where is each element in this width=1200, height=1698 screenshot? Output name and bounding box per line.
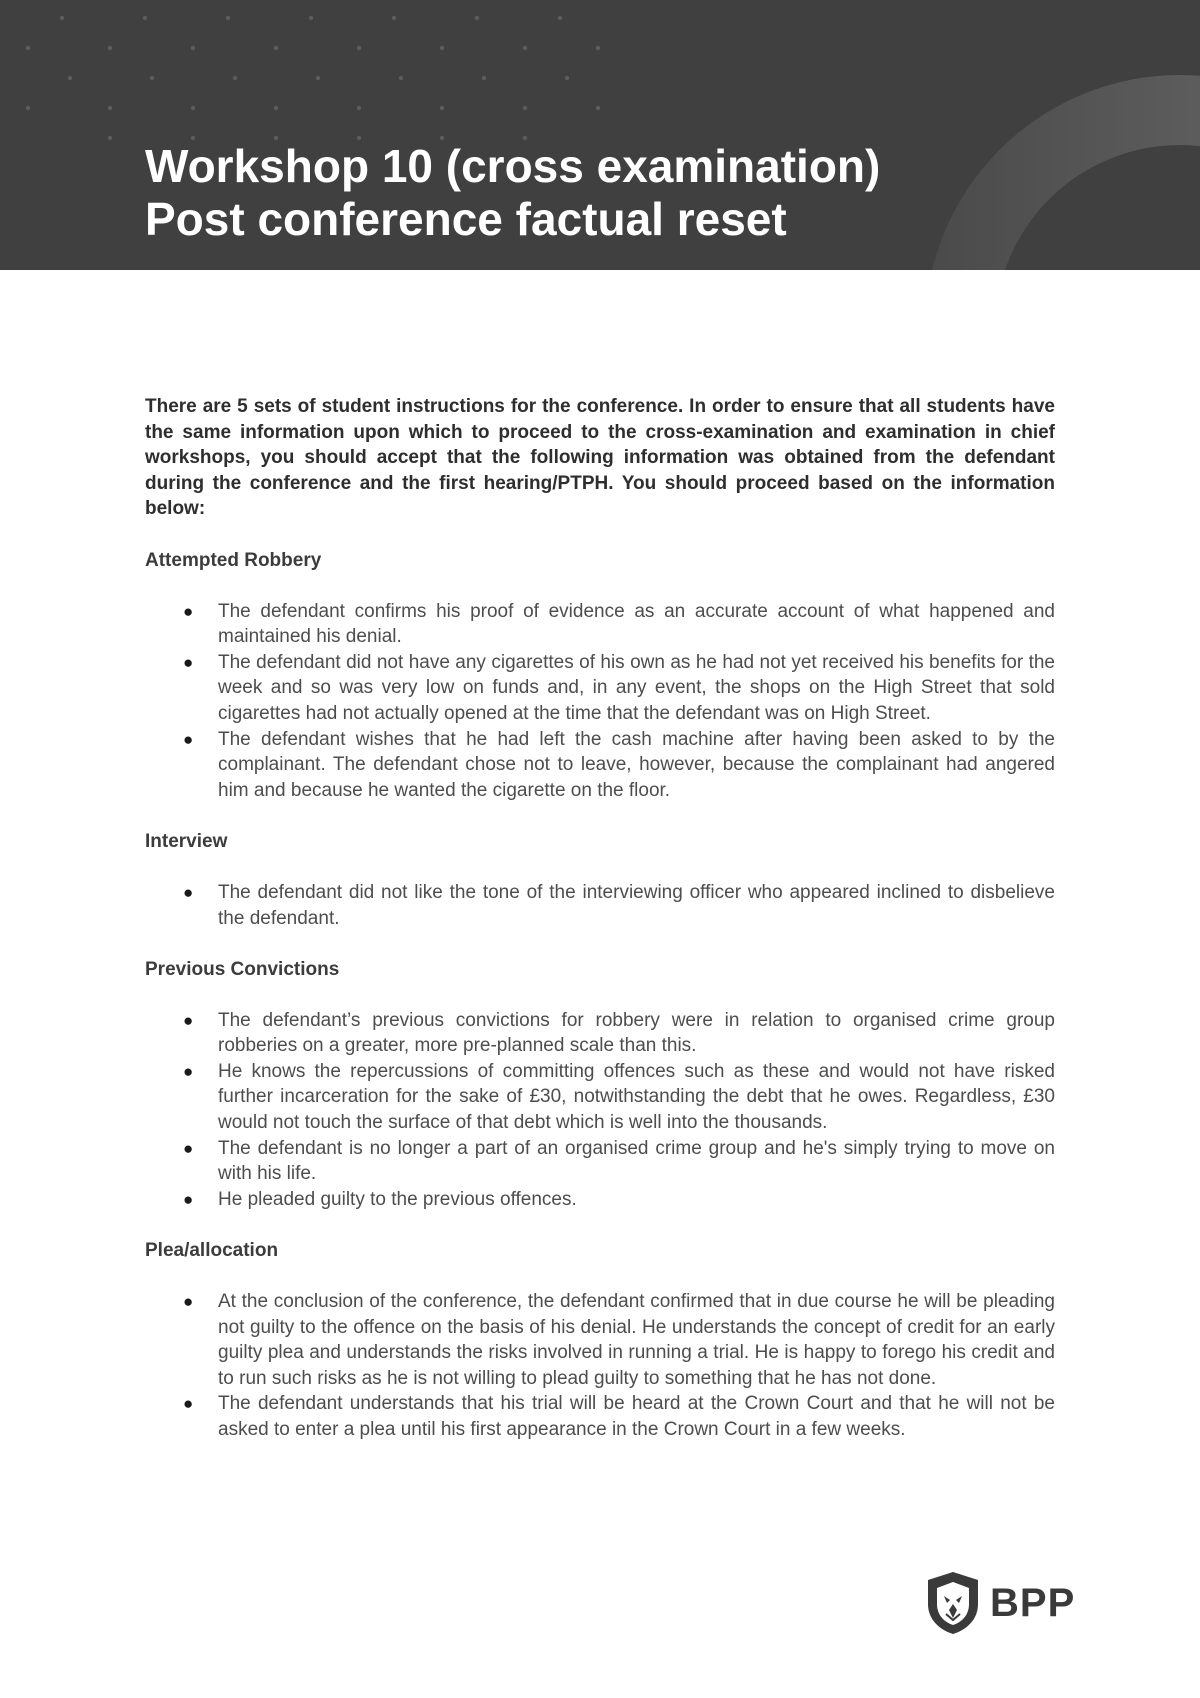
decor-dot (233, 76, 237, 80)
decor-dot (596, 46, 600, 50)
decor-dot (399, 76, 403, 80)
bullet-icon: ● (183, 882, 194, 902)
list-item-text: The defendant is no longer a part of an organised crime group and he's simply trying to move on with his life. (218, 1137, 1055, 1185)
decor-dot (108, 106, 112, 110)
list-item (145, 1008, 1055, 1059)
decor-dot (523, 46, 527, 50)
bullet-icon: ● (183, 1394, 194, 1414)
bpp-logo (922, 1568, 1076, 1640)
bullet-list (145, 1008, 1055, 1213)
title-line-2: Post conference factual reset (145, 193, 787, 245)
decor-dot (523, 106, 527, 110)
decor-dot (68, 76, 72, 80)
bullet-icon: ● (183, 601, 194, 621)
decor-dot (596, 106, 600, 110)
decor-dot (316, 76, 320, 80)
decor-dot (60, 16, 64, 20)
decor-dot (558, 16, 562, 20)
bullet-icon: ● (183, 1292, 194, 1312)
bullet-icon: ● (183, 1061, 194, 1081)
bullet-list (145, 599, 1055, 804)
list-item-text: The defendant did not like the tone of the interviewing officer who appeared inclined to disbelieve the defendant. (218, 881, 1055, 929)
list-item-text: The defendant’s previous convictions for robbery were in relation to organised crime group robberies on a greater, more pre-planned scale than this. (218, 1009, 1055, 1057)
decor-dot (150, 76, 154, 80)
page-title (145, 140, 880, 246)
header-banner (0, 0, 1200, 270)
document-body (145, 394, 1055, 1443)
list-item (145, 650, 1055, 727)
list-item (145, 1136, 1055, 1187)
decor-dot (357, 46, 361, 50)
section-heading: Attempted Robbery (145, 549, 322, 571)
list-item-text: The defendant wishes that he had left the cash machine after having been asked to by the complainant. The defendant chose not to leave, however, because the complainant had angered him and because he wanted the cigarette on the floor. (218, 728, 1055, 801)
list-item (145, 727, 1055, 804)
title-line-1: Workshop 10 (cross examination) (145, 140, 881, 192)
decor-dot (482, 76, 486, 80)
logo-text: BPP (990, 1581, 1076, 1625)
decor-dot (143, 16, 147, 20)
list-item-text: At the conclusion of the conference, the defendant confirmed that in due course he will be pleading not guilty to the offence on the basis of his denial. He understands the concept of credit for an early guilty plea and understands the risks involved in running a trial. He is happy to forego his credit and to run such risks as he is not willing to plead guilty to something that he has not done. (218, 1291, 1055, 1389)
list-item (145, 1289, 1055, 1391)
bullet-list (145, 880, 1055, 931)
bullet-icon: ● (183, 729, 194, 749)
section-heading: Plea/allocation (145, 1240, 279, 1262)
lion-shield-icon (922, 1570, 984, 1636)
decor-dot (191, 46, 195, 50)
decor-dot (357, 106, 361, 110)
list-item-text: The defendant did not have any cigarettes of his own as he had not yet received his benefits for the week and so was very low on funds and, in any event, the shops on the High Street that sold cigarettes had not actually opened at the time that the defendant was on High Street. (218, 651, 1055, 724)
decor-dot (108, 136, 112, 140)
decor-dot (274, 46, 278, 50)
list-item (145, 1059, 1055, 1136)
list-item (145, 599, 1055, 650)
list-item-text: He knows the repercussions of committing offences such as these and would not have risked further incarceration for the sake of £30, notwithstanding the debt that he owes. Regardless, £30 would not touch the surface of that debt which is well into the thousands. (218, 1060, 1055, 1134)
decor-dot (226, 16, 230, 20)
decor-dot (108, 46, 112, 50)
decor-dot (26, 106, 30, 110)
decor-dot (26, 46, 30, 50)
list-item-text: The defendant confirms his proof of evidence as an accurate account of what happened and maintained his denial. (218, 600, 1055, 648)
decor-dot (475, 16, 479, 20)
bullet-icon: ● (183, 1189, 194, 1209)
bullet-icon: ● (183, 652, 194, 672)
list-item (145, 1391, 1055, 1442)
decor-dot (274, 106, 278, 110)
decor-dot (191, 106, 195, 110)
decor-dot (440, 106, 444, 110)
list-item-text: He pleaded guilty to the previous offences. (218, 1188, 577, 1210)
list-item (145, 1187, 1055, 1213)
decor-dot (440, 46, 444, 50)
decor-dot (392, 16, 396, 20)
section-heading: Previous Convictions (145, 959, 340, 981)
bullet-icon: ● (183, 1010, 194, 1030)
list-item (145, 880, 1055, 931)
decor-dot (309, 16, 313, 20)
bullet-icon: ● (183, 1138, 194, 1158)
intro-paragraph: There are 5 sets of student instructions for the conference. In order to ensure that all students have the same information upon which to proceed to the cross-examination and examination in chief workshops, you should accept that the following information was obtained from the defendant during the conference and the first hearing/PTPH. You should proceed based on the information below: (145, 396, 1055, 520)
section-heading: Interview (145, 831, 228, 853)
bullet-list (145, 1289, 1055, 1443)
list-item-text: The defendant understands that his trial will be heard at the Crown Court and that he will not be asked to enter a plea until his first appearance in the Crown Court in a few weeks. (218, 1393, 1055, 1440)
decor-dot (565, 76, 569, 80)
